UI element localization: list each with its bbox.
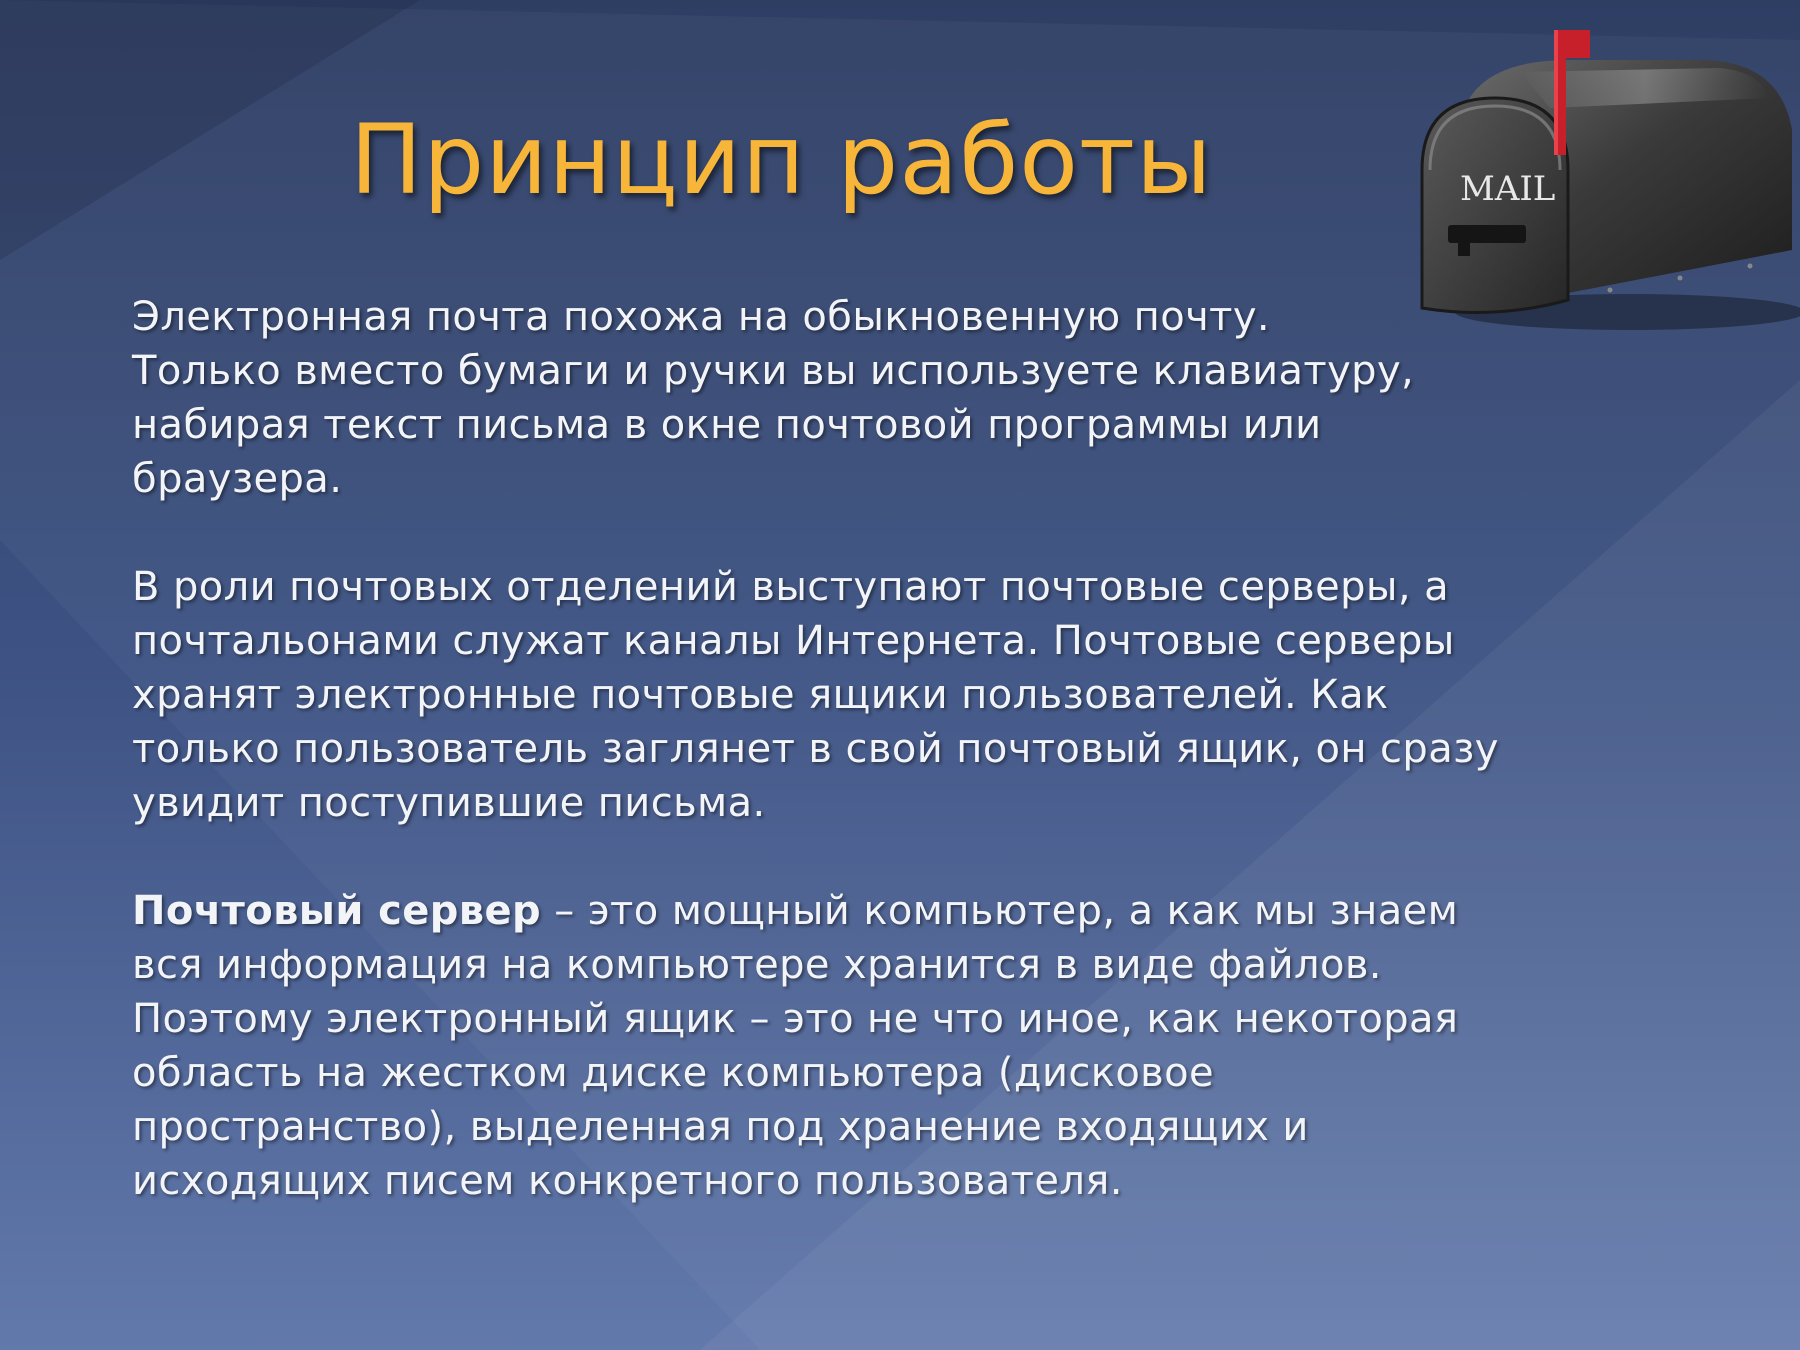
slide-title: Принцип работы [350, 104, 1213, 216]
text-line: только пользователь заглянет в свой почтовый ящик, он сразу [132, 726, 1499, 772]
text-line: увидит поступившие письма. [132, 780, 766, 826]
text-line: пространство), выделенная под хранение входящих и [132, 1104, 1309, 1150]
paragraph-email-analogy [132, 290, 1672, 506]
text-line: набирая текст письма в окне почтовой программы или [132, 402, 1322, 448]
text-line [132, 884, 1672, 938]
mailbox-label: MAIL [1460, 169, 1556, 209]
text-line: исходящих писем конкретного пользователя. [132, 1158, 1123, 1204]
paragraph-mail-servers [132, 560, 1672, 830]
text-line: хранят электронные почтовые ящики пользователей. Как [132, 672, 1389, 718]
text-line: Только вместо бумаги и ручки вы используете клавиатуру, [132, 348, 1415, 394]
definition-lead: – это мощный компьютер, а как мы знаем [541, 888, 1459, 934]
text-line: вся информация на компьютере хранится в виде файлов. [132, 942, 1382, 988]
text-line: Поэтому электронный ящик – это не что иное, как некоторая [132, 996, 1459, 1042]
slide-body [132, 290, 1672, 1208]
text-line: В роли почтовых отделений выступают почтовые серверы, а [132, 564, 1450, 610]
text-line: Электронная почта похожа на обыкновенную почту. [132, 294, 1271, 340]
text-line: почтальонами служат каналы Интернета. Почтовые серверы [132, 618, 1455, 664]
text-line: браузера. [132, 456, 343, 502]
paragraph-server-definition [132, 884, 1672, 1208]
text-line: область на жестком диске компьютера (дисковое [132, 1050, 1215, 1096]
term-mail-server: Почтовый сервер [132, 888, 542, 934]
